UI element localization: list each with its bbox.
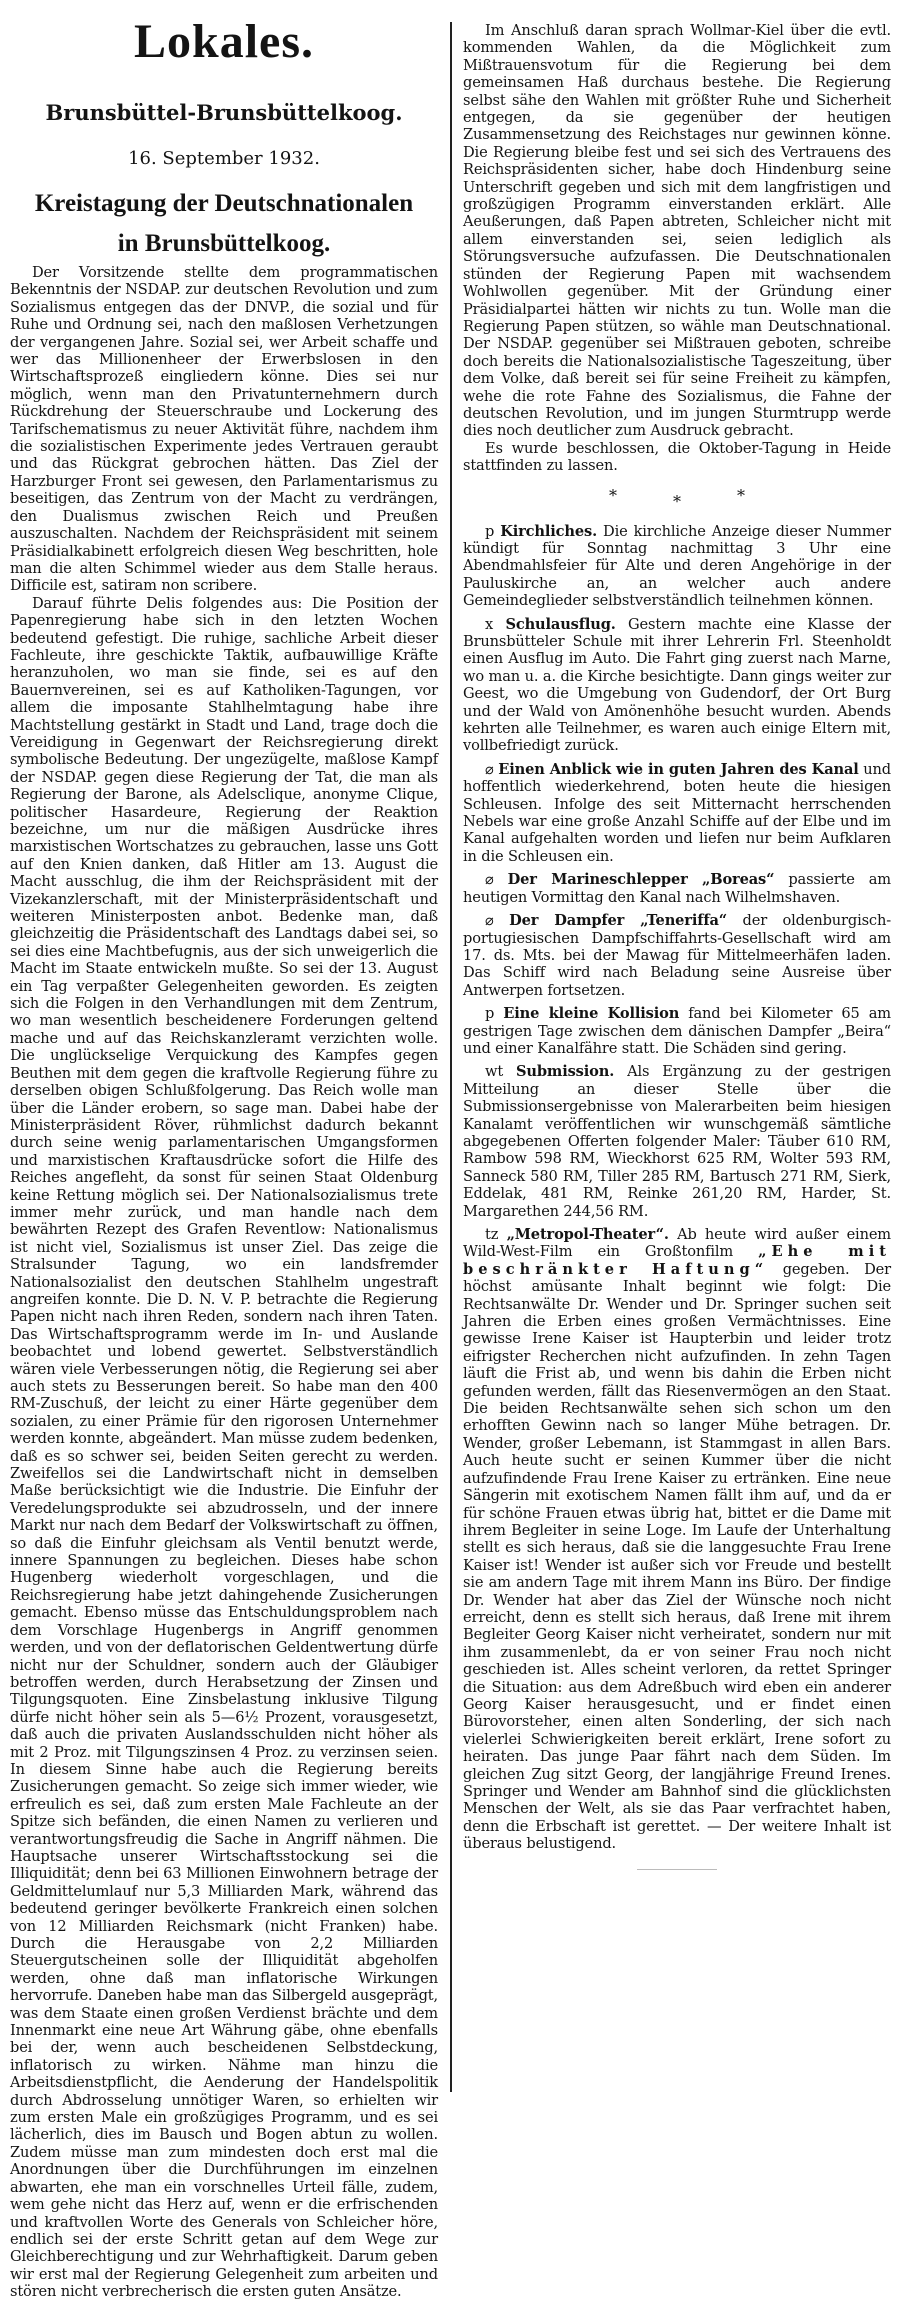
date-line: 16. September 1932.	[128, 148, 320, 169]
asterisk-icon: *	[737, 486, 745, 506]
item-text: Die kirchliche Anzeige dieser Nummer kündigt für Sonntag nachmittag 3 Uhr eine Abendmahlsfeier für Alte und deren Angehörige in der Pauluskirche an, an welcher auch andere Gemeindeglieder selbstverständlich teilnehmen können.	[463, 522, 891, 610]
item-lead: Submission.	[516, 1063, 615, 1081]
author-mark: ⌀	[485, 912, 494, 930]
article-paragraph: Es wurde beschlossen, die Oktober-Tagung in Heide stattfinden zu lassen.	[463, 439, 891, 475]
asterisk-icon: *	[609, 486, 617, 506]
left-column	[10, 0, 438, 2301]
column-divider	[450, 22, 452, 2092]
headline-line-1: Kreistagung der Deutschnationalen	[34, 190, 414, 217]
item-text: und hoffentlich wiederkehrend, boten heute die hiesigen Schleusen. Infolge des seit Mitternacht herrschenden Nebels war eine große Anzahl Schiffe auf der Elbe und im Kanal aufgehalten worden und liefen nur beim Aufklaren in die Schleusen ein.	[463, 760, 891, 865]
author-mark: wt	[485, 1063, 504, 1081]
article-paragraph: Darauf führte Delis folgendes aus: Die Position der Papenregierung habe sich in den letzten Wochen bedeutend gefestigt. Die ruhige, sachliche Arbeit dieser Fachleute, ihre geschickte Taktik, aufbauwillige Kräfte heranzuholen, wo man sie finde, sei es auf den Bauernvereinen, sei es auf Katholiken-Tagungen, vor allem die imposante Stahlhelmtagung habe ihre Machtstellung gestärkt in Stadt und Land, trage doch die Vereidigung in Gegenwart der Reichsregierung direkt symbolische Bedeutung. Der ungezügelte, maßlose Kampf der NSDAP. gegen diese Regierung der Tat, die man als Regierung der Barone, als Adelsclique, anonyme Clique, politischer Hasardeure, Regierung der Reaktion bezeichne, um nur die mäßigen Ausdrücke ihres marxistischen Wortschatzes zu gebrauchen, lasse uns Gott auf den Knien danken, daß Hitler am 13. August die Macht ausschlug, die ihm der Reichspräsident mit der Vizekanzlerschaft, mit der Ministerpräsidentschaft und weiteren Ministerposten anbot. Bedenke man, daß gleichzeitig die Präsidentschaft des Landtags dabei sei, so sei dies eine Machtbefugnis, aus der sich unweigerlich die Macht im Staate entwickeln mußte. So sei der 13. August ein Tag verpaßter Gelegenheiten geworden. Es zeigten sich die Folgen in den Verhandlungen mit dem Zentrum, wo man wesentlich bescheidenere Forderungen geltend mache und auf das Reichskanzleramt verzichten wolle. Die unglückselige Verquickung des Kampfes gegen Beuthen mit dem gegen die kraftvolle Regierung führe zu derselben obigen Schlußfolgerung. Das Reich wolle man über die Länder erobern, so sage man. Dabei habe der Ministerpräsident Röver, rühmlichst dadurch bekannt durch seine wenig parlamentarischen Umgangsformen und marxistischen Kraftausdrücke sofort die Hilfe des Reiches angefleht, da sonst für seinen Staat Oldenburg keine Rettung möglich sei. Der Nationalsozialismus trete immer mehr zurück, und man handle nach dem bewährten Rezept des Grafen Reventlow: Nationalismus ist nicht viel, Sozialismus ist unser Ziel. Das zeige die Stralsunder Tagung, wo ein landsfremder Nationalsozialist den deutschen Stahlhelm ungestraft angreifen konnte. Die D. N. V. P. betrachte die Regierung Papen nicht nach ihren Reden, sondern nach ihren Taten. Das Wirtschaftsprogramm werde im In- und Auslande beobachtet und lobend gewertet. Selbstverständlich wären viele Verbesserungen nötig, die Regierung sei aber auch stets zu Besserungen bereit. So habe man den 400 RM-Zuschuß, der leicht zu einer Härte gegenüber dem sozialen, zu einer Prämie für den rigorosen Unternehmer werden konnte, abgeändert. Man müsse zudem bedenken, daß es so schwer sei, beiden Seiten gerecht zu werden. Zweifellos sei die Landwirtschaft nicht in demselben Maße berücksichtigt wie die Industrie. Die Einfuhr der Veredelungsprodukte sei abzudrosseln, und der innere Markt nur nach dem Bedarf der Volkswirtschaft zu öffnen, so daß die Einfuhr gleichsam als Ventil benutzt werde, innere Spannungen zu begleichen. Dieses habe schon Hugenberg wiederholt vorgeschlagen, und die Reichsregierung habe jetzt dahingehende Zusicherungen gemacht. Ebenso müsse das Entschuldungsproblem nach dem Vorschlage Hugenbergs in Angriff genommen werden, und von der deflatorischen Geldentwertung dürfe nicht nur der Schuldner, sondern auch der Gläubiger betroffen werden, durch Herabsetzung der Zinsen und Tilgungsquoten. Eine Zinsbelastung inklusive Tilgung dürfe nicht höher sein als 5—6½ Prozent, vorausgesetzt, daß auch die privaten Auslandsschulden nicht höher als mit 2 Proz. mit Tilgungszinsen 4 Proz. zu verzinsen seien. In diesem Sinne habe auch die Regierung bereits Zusicherungen gemacht. So zeige sich immer wieder, wie erfreulich es sei, daß zum ersten Male Fachleute an der Spitze sich befänden, die einen Namen zu verlieren und verantwortungsfreudig die Sache in Angriff nähmen. Die Hauptsache unserer Wirtschaftsstockung sei die Illiquidität; denn bei 63 Millionen Einwohnern betrage der Geldmittelumlauf nur 5,3 Milliarden Mark, während das bedeutend geringer bevölkerte Frankreich einen solchen von 12 Milliarden Reichsmark (nicht Franken) habe. Durch die Herausgabe von 2,2 Milliarden Steuergutscheinen solle der Illiquidität abgeholfen werden, ohne daß man inflatorische Wirkungen hervorrufe. Daneben habe man das Silbergeld ausgeprägt, was dem Staate einen großen Verdienst brächte und dem Innenmarkt eine neue Art Währung gäbe, ohne ebenfalls bei der, wenn auch bescheidenen Selbstdeckung, inflatorisch zu wirken. Nähme man hinzu die Arbeitsdienstpflicht, die Aenderung der Handelspolitik durch Abdrosselung unnötiger Waren, so erhielten wir zum ersten Male ein großzügiges Programm, und es sei lächerlich, dies im Bausch und Bogen abtun zu wollen. Zudem müsse man zum mindesten doch erst mal die Anordnungen über die Durchführungen im einzelnen abwarten, ehe man ein vorschnelles Urteil fälle, zudem, wem gehe nicht das Herz auf, wenn er die erfrischenden und kraftvollen Worte des Generals von Schleicher höre, endlich sei der erste Schritt getan auf dem Wege zur Gleichberechtigung und zur Wehrhaftigkeit. Darum geben wir erst mal der Regierung Gelegenheit zum arbeiten und stören nicht verbrecherisch die ersten guten Ansätze.	[10, 594, 438, 2301]
item-lead: „Metropol-Theater“.	[506, 1226, 669, 1243]
author-mark: p	[485, 1005, 495, 1023]
news-item	[463, 871, 891, 906]
section-separator	[463, 475, 891, 517]
item-text: fand bei Kilometer 65 am gestrigen Tage zwischen dem dänischen Dampfer „Beira“ und einer Kanalfähre statt. Die Schäden sind gering.	[463, 1005, 891, 1057]
item-lead: Der Dampfer „Teneriffa“	[509, 912, 728, 930]
headline-line-2: in Brunsbüttelkoog.	[117, 230, 331, 257]
item-lead: Eine kleine Kollision	[503, 1005, 680, 1023]
author-mark: p	[485, 522, 495, 540]
section-title: Lokales.	[133, 15, 315, 68]
item-lead: Der Marineschlepper „Boreas“	[507, 871, 775, 889]
news-items	[463, 523, 891, 1220]
author-mark: ⌀	[485, 760, 494, 778]
news-item	[463, 1063, 891, 1220]
news-item	[463, 523, 891, 610]
item-text: passierte am heutigen Vormittag den Kanal nach Wilhelmshaven.	[463, 871, 891, 906]
article-paragraph: Im Anschluß daran sprach Wollmar-Kiel über die evtl. kommenden Wahlen, da die Möglichkeit zum Mißtrauensvotum für die Regierung bei dem gemeinsamen Haß durchaus bestehe. Die Regierung selbst sähe den Wahlen mit größter Ruhe und Sicherheit entgegen, da sie gegenüber der heutigen Zusammensetzung des Reichstages nur gewinnen könne. Die Regierung bleibe fest und sei sich des Vertrauens des Reichspräsidenten sicher, habe doch Hindenburg seine Unterschrift gegeben und sich mit dem langfristigen und großzügigen Programm einverstanden erklärt. Alle Aeußerungen, daß Papen abtreten, Schleicher nicht mit allem einverstanden sei, seien lediglich als Störungsversuche aufzufassen. Die Deutschnationalen stünden der Regierung Papen mit wachsendem Wohlwollen gegenüber. Mit der Gründung einer Präsidialpartei hätten wir nichts zu tun. Wolle man die Regierung Papen stützen, so wähle man Deutschnational. Der NSDAP. gegenüber sei Mißtrauen geboten, schreibe doch bereits die Nationalsozialistische Tageszeitung, über dem Volke, daß bereit sei für seine Freiheit zu kämpfen, wehe die rote Fahne des Sozialismus, die Fahne der deutschen Revolution, und im jungen Sturmtrupp werde dies noch deutlicher zum Ausdruck gebracht.	[463, 22, 891, 440]
item-text: der oldenburgisch-portugiesischen Dampfschiffahrts-Gesellschaft wird am 17. ds. Mts. bei der Mawag für Mittelmeerhäfen laden. Das Schiff wird nach Beladung seine Ausreise über Antwerpen fortsetzen.	[463, 912, 891, 999]
item-lead: Schulausflug.	[505, 615, 616, 633]
author-mark: x	[485, 615, 494, 633]
article-headline	[10, 184, 438, 264]
author-mark: tz	[485, 1226, 499, 1243]
author-mark: ⌀	[485, 871, 494, 889]
item-text: Als Ergänzung zu der gestrigen Mitteilung an dieser Stelle über die Submissionsergebnisse von Malerarbeiten beim hiesigen Kanalamt veröffentlichen wir wunschgemäß sämtliche abgegebenen Offerten folgender Maler: Täuber 610 RM, Rambow 598 RM, Wieckhorst 625 RM, Wolter 593 RM, Sanneck 580 RM, Tiller 285 RM, Bartusch 271 RM, Sierk, Eddelak, 481 RM, Reinke 261,20 RM, Harder, St. Margarethen 244,56 RM.	[463, 1063, 891, 1220]
film-title: „Ehe mit beschränkter Haftung“	[463, 1243, 891, 1278]
item-text: gegeben. Der höchst amüsante Inhalt beginnt wie folgt: Die Rechtsanwälte Dr. Wender und Dr. Springer suchen seit Jahren die Erben eines großen Vermächtnisses. Eine gewisse Irene Kaiser ist Haupterbin und leider trotz eifrigster Recherchen nicht aufzufinden. In zehn Tagen läuft die Frist ab, und wenn bis dahin die Erben nicht gefunden werden, fällt das Riesenvermögen an den Staat. Die beiden Rechtsanwälte sehen sich schon um den erhofften Gewinn nach so langer Mühe betragen. Dr. Wender, großer Lebemann, ist Stammgast in allen Bars. Auch heute sucht er seinen Kummer über die nicht aufzufindende Frau Irene Kaiser zu ertränken. Eine neue Sängerin mit exotischem Namen fällt ihm auf, und da er für schöne Frauen etwas übrig hat, bittet er die Dame mit ihrem Begleiter in seine Loge. Im Laufe der Unterhaltung stellt es sich heraus, daß sie die langgesuchte Frau Irene Kaiser ist! Wender ist außer sich vor Freude und bestellt sie am andern Tage mit ihrem Mann ins Büro. Der findige Dr. Wender hat aber das Ziel der Wünsche noch nicht erreicht, denn es stellt sich heraus, daß Irene mit ihrem Begleiter Georg Kaiser nicht verheiratet, sondern nur mit ihm zusammenlebt, da er von seiner Frau noch nicht geschieden ist. Alles scheint verloren, da rettet Springer die Situation: aus dem Adreßbuch wird eben ein anderer Georg Kaiser herausgesucht, und er findet einen Bürovorsteher, einen alten Sonderling, der sich nach vielerlei Schwierigkeiten bereit erklärt, Irene sofort zu heiraten. Das junge Paar fährt nach dem Süden. Im gleichen Zug sitzt Georg, der langjährige Freund Irenes. Springer und Wender am Bahnhof sind die glücklichsten Menschen der Welt, als sie das Paar verfrachtet haben, denn die Erbschaft ist gerettet. — Der weitere Inhalt ist überaus belustigend.	[463, 1260, 891, 1853]
news-item	[463, 616, 891, 755]
news-item	[463, 761, 891, 865]
item-text: Ab heute wird außer einem Wild-West-Film ein Großtonfilm	[463, 1226, 891, 1261]
place-heading: Brunsbüttel-Brunsbüttelkoog.	[45, 100, 403, 125]
asterisk-icon: *	[673, 492, 681, 512]
end-rule	[637, 1869, 717, 1870]
right-column	[463, 22, 891, 1870]
news-item	[463, 912, 891, 999]
item-lead: Einen Anblick wie in guten Jahren des Kanal	[498, 760, 859, 778]
news-item	[463, 1005, 891, 1057]
article-paragraph: Der Vorsitzende stellte dem programmatischen Bekenntnis der NSDAP. zur deutschen Revolution und zum Sozialismus entgegen das der DNVP., die sozial und für Ruhe und Ordnung sei, nach den maßlosen Verhetzungen der vergangenen Jahre. Sozial sei, wer Arbeit schaffe und wer das Millionenheer der Erwerbslosen in den Wirtschaftsprozeß eingliedern könne. Dies sei nur möglich, wenn man den Privatunternehmern durch Rückdrehung der Steuerschraube und Lockerung des Tarifschematismus zu neuer Aktivität führe, nachdem ihm die sozialistischen Experimente jedes Vertrauen geraubt und das Rückgrat gebrochen hätten. Das Ziel der Harzburger Front sei gewesen, den Parlamentarismus zu beseitigen, das Zentrum von der Macht zu verdrängen, den Dualismus zwischen Reich und Preußen auszuschalten. Nachdem der Reichspräsident mit seinem Präsidialkabinett erfolgreich diesen Weg beschritten, hole man die alten Schimmel wieder aus dem Stalle heraus. Difficile est, satiram non scribere.	[10, 264, 438, 595]
item-text: Gestern machte eine Klasse der Brunsbütteler Schule mit ihrer Lehrerin Frl. Steenholdt einen Ausflug im Auto. Die Fahrt ging zuerst nach Marne, wo man u. a. die Kirche besichtigte. Dann gings weiter zur Geest, wo die Umgebung von Gudendorf, der Ort Burg und der Wald von Amönenhöhe besucht wurden. Abends kehrten alle Teilnehmer, es waren auch einige Eltern mit, vollbefriedigt zurück.	[463, 615, 891, 755]
item-lead: Kirchliches.	[500, 522, 597, 540]
news-item-metropol-theater	[463, 1226, 891, 1853]
